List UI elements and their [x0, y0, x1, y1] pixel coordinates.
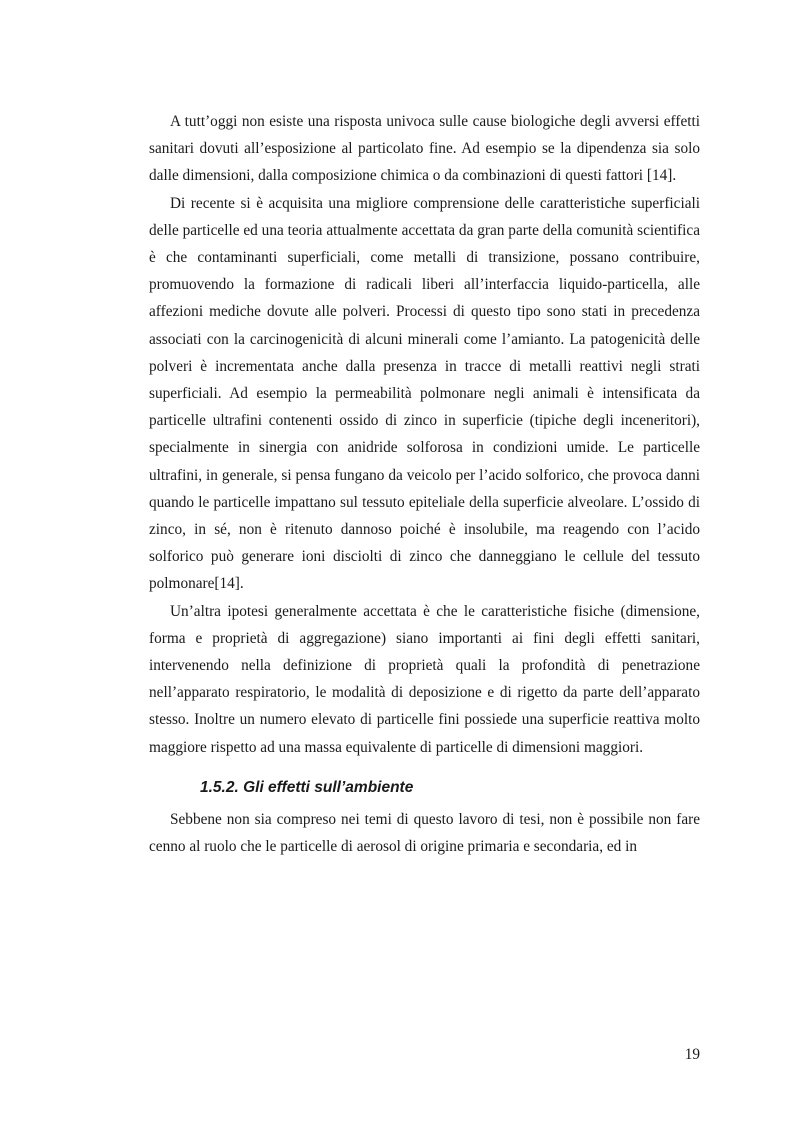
page-number: 19	[684, 1046, 700, 1063]
paragraph-causes: A tutt’oggi non esiste una risposta univoca sulle cause biologiche degli avversi effetti sanitari dovuti all’esposizione al particolato fine. Ad esempio se la dipendenza sia solo dalle dimensioni, dalla composizione chimica o da combinazioni di questi fattori [14].	[149, 113, 700, 185]
paragraph-environment: Sebbene non sia compreso nei temi di questo lavoro di tesi, non è possibile non fare cenno al ruolo che le particelle di aerosol di origine primaria e secondaria, ed in	[149, 810, 700, 856]
paragraph-surface-properties: Di recente si è acquisita una migliore comprensione delle caratteristiche superficiali delle particelle ed una teoria attualmente accettata da gran parte della comunità scientifica è che contaminanti superficiali, come metalli di transizione, possano contribuire, promuovendo la formazione di radicali liberi all’interfaccia liquido-particella, alle affezioni mediche dovute alle polveri. Processi di questo tipo sono stati in precedenza associati con la carcinogenicità di alcuni minerali come l’amianto. La patogenicità delle polveri è incrementata anche dalla presenza in tracce di metalli reattivi negli strati superficiali. Ad esempio la permeabilità polmonare negli animali è intensificata da particelle ultrafini contenenti ossido di zinco in superficie (tipiche degli inceneritori), specialmente in sinergia con anidride solforosa in condizioni umide. Le particelle ultrafini, in generale, si pensa fungano da veicolo per l’acido solforico, che provoca danni quando le particelle impattano sul tessuto epiteliale della superficie alveolare. L’ossido di zinco, in sé, non è ritenuto dannoso poiché è insolubile, ma reagendo con l’acido solforico può generare ioni disciolti di zinco che danneggiano le cellule del tessuto polmonare[14].	[149, 194, 700, 593]
section-heading: 1.5.2. Gli effetti sull’ambiente	[200, 778, 414, 796]
paragraph-physical-characteristics: Un’altra ipotesi generalmente accettata è che le caratteristiche fisiche (dimensione, forma e proprietà di aggregazione) siano importanti ai fini degli effetti sanitari, intervenendo nella definizione di proprietà quali la profondità di penetrazione nell’apparato respiratorio, le modalità di deposizione e di rigetto da parte dell’apparato stesso. Inoltre un numero elevato di particelle fini possiede una superficie reattiva molto maggiore rispetto ad una massa equivalente di particelle di dimensioni maggiori.	[149, 602, 700, 756]
body-text	[149, 108, 700, 860]
